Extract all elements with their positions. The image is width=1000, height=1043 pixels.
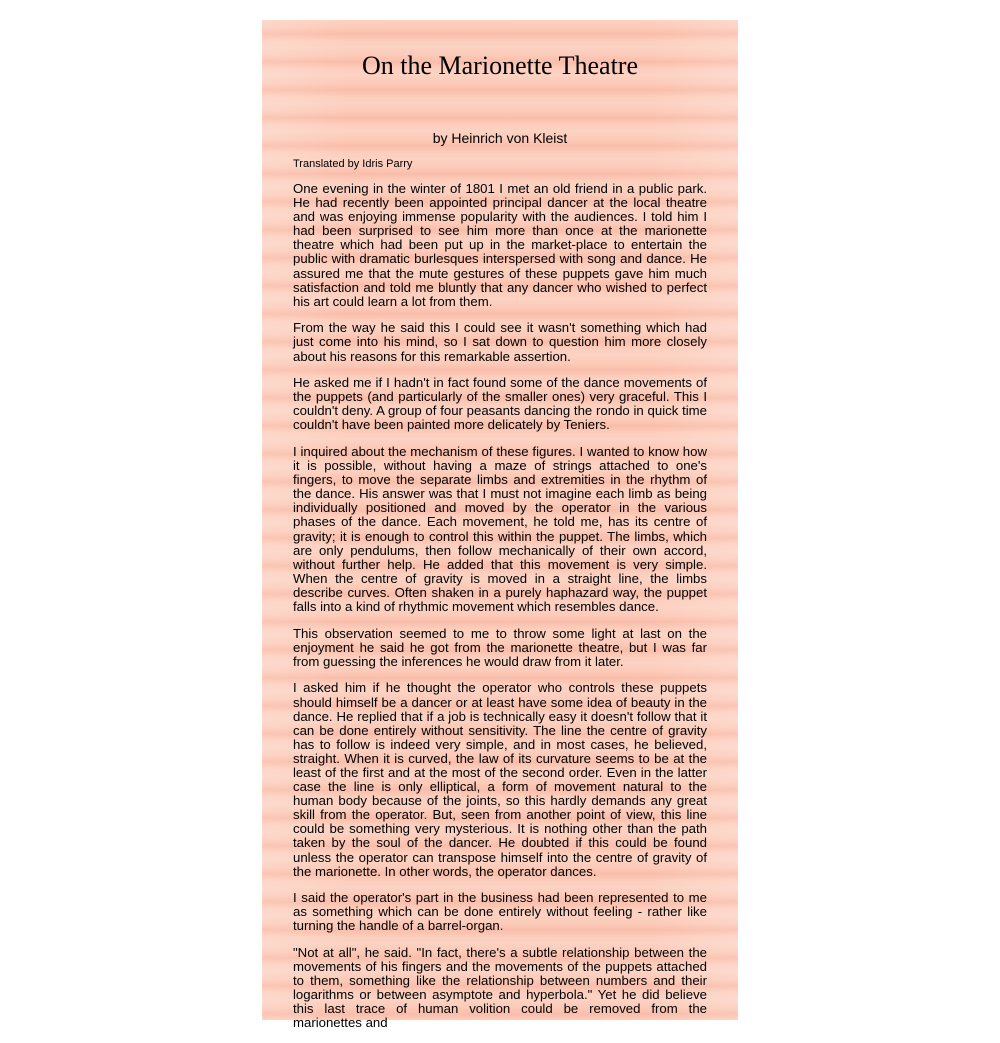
paragraph: This observation seemed to me to throw some light at last on the enjoyment he said he got from the marionette theatre, but I was far from guessing the inferences he would draw from it later. bbox=[293, 625, 707, 669]
essay-body bbox=[293, 182, 707, 1043]
paragraph: I said the operator's part in the business had been represented to me as something which can be done entirely without feeling - rather like turning the handle of a barrel-organ. bbox=[293, 890, 707, 934]
paragraph: He asked me if I hadn't in fact found some of the dance movements of the puppets (and particularly of the smaller ones) very graceful. This I couldn't deny. A group of four peasants dancing the rondo in quick time couldn't have been painted more delicately by Teniers. bbox=[293, 375, 707, 433]
translator-credit: Translated by Idris Parry bbox=[293, 158, 413, 170]
document-page bbox=[262, 20, 738, 1031]
paragraph: I asked him if he thought the operator who controls these puppets should himself be a dancer or at least have some idea of beauty in the dance. He replied that if a job is technically easy it doesn't follow that it can be done entirely without sensitivity. The line the centre of gravity has to follow is indeed very simple, and in most cases, he believed, straight. When it is curved, the law of its curvature seems to be at the least of the first and at the most of the second order. Even in the latter case the line is only elliptical, a form of movement natural to the human body because of the joints, so this hardly demands any great skill from the operator. But, seen from another point of view, this line could be something very mysterious. It is nothing other than the path taken by the soul of the dancer. He doubted if this could be found unless the operator can transpose himself into the centre of gravity of the marionette. In other words, the operator dances. bbox=[293, 680, 707, 879]
paragraph: "Not at all", he said. "In fact, there's a subtle relationship between the movements of his fingers and the movements of the puppets attached to them, something like the relationship between numbers and their logarithms or between asymptote and hyperbola." Yet he did believe this last trace of human volition could be removed from the marionettes and bbox=[293, 945, 707, 1031]
paragraph: From the way he said this I could see it wasn't something which had just come into his mind, so I sat down to question him more closely about his reasons for this remarkable assertion. bbox=[293, 320, 707, 364]
paragraph: One evening in the winter of 1801 I met an old friend in a public park. He had recently been appointed principal dancer at the local theatre and was enjoying immense popularity with the audiences. I told him I had been surprised to see him more than once at the marionette theatre which had been put up in the market-place to entertain the public with dramatic burlesques interspersed with song and dance. He assured me that the mute gestures of these puppets gave him much satisfaction and told me bluntly that any dancer who wished to perfect his art could learn a lot from them. bbox=[293, 181, 707, 309]
author-line: by Heinrich von Kleist bbox=[432, 130, 568, 146]
document-title: On the Marionette Theatre bbox=[361, 51, 639, 80]
paragraph: I inquired about the mechanism of these figures. I wanted to know how it is possible, without having a maze of strings attached to one's fingers, to move the separate limbs and extremities in the rhythm of the dance. His answer was that I must not imagine each limb as being individually positioned and moved by the operator in the various phases of the dance. Each movement, he told me, has its centre of gravity; it is enough to control this within the puppet. The limbs, which are only pendulums, then follow mechanically of their own accord, without further help. He added that this movement is very simple. When the centre of gravity is moved in a straight line, the limbs describe curves. Often shaken in a purely haphazard way, the puppet falls into a kind of rhythmic movement which resembles dance. bbox=[293, 444, 707, 615]
